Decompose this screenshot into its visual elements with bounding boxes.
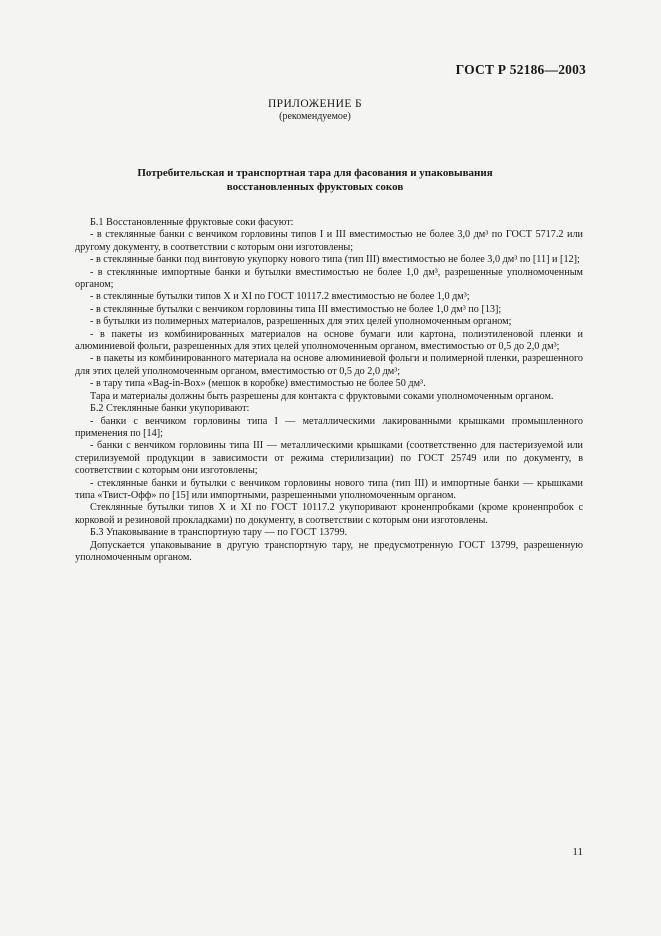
- section-heading-line-1: Потребительская и транспортная тара для фасования и упаковывания: [137, 167, 493, 179]
- list-item: - в тару типа «Bag-in-Box» (мешок в коробке) вместимостью не более 50 дм³.: [90, 378, 426, 390]
- list-item: - в бутылки из полимерных материалов, разрешенных для этих целей уполномоченным органом;: [90, 316, 512, 328]
- section-heading-line-2: восстановленных фруктовых соков: [226, 181, 404, 193]
- list-item: - в пакеты из комбинированных материалов на основе бумаги или картона, полиэтиленовой пленки и алюминиевой фольги, разрешенных для этих целей уполномоченным органом, вместимостью от 0,5 до 2,0 дм³;: [75, 328, 583, 353]
- standard-code: ГОСТ Р 52186—2003: [455, 62, 586, 77]
- appendix-subtitle: (рекомендуемое): [279, 111, 351, 122]
- paragraph-other-packaging: Допускается упаковывание в другую транспортную тару, не предусмотренную ГОСТ 13799, разрешенную уполномоченным органом.: [75, 539, 583, 563]
- paragraph-b1-intro: Б.1 Восстановленные фруктовые соки фасуют:: [90, 217, 294, 228]
- section-heading: [0, 166, 630, 194]
- paragraph-materials-note: Тара и материалы должны быть разрешены для контакта с фруктовыми соками уполномоченным органом.: [90, 390, 554, 402]
- list-item: - банки с венчиком горловины типа I — металлическими лакированными крышками промышленного применения по [14];: [75, 415, 583, 439]
- appendix-title: ПРИЛОЖЕНИЕ Б: [267, 98, 363, 110]
- body-text: [75, 217, 583, 564]
- list-item: - в стеклянные банки под винтовую укупорку нового типа (тип III) вместимостью не более 3,0 дм³ по [11] и [12];: [90, 254, 580, 266]
- list-item: - банки с венчиком горловины типа III — металлическими крышками (соответственно для пастеризуемой или стерилизуемой продукции в зависимости от режима стерилизации) по ГОСТ 25749 или по документу, в соответствии с которым они изготовлены;: [75, 440, 583, 477]
- paragraph-b2-intro: Б.2 Стеклянные банки укупоривают:: [90, 403, 250, 415]
- list-item: - в стеклянные банки с венчиком горловины типов I и III вместимостью не более 3,0 дм³ по ГОСТ 5717.2 или другому документу, в соответствии с которым они изготовлены;: [75, 229, 583, 253]
- paragraph-bottles-capping: Стеклянные бутылки типов X и XI по ГОСТ 10117.2 укупоривают кроненпробками (кроме кроненпробок с корковой и резиновой прокладками) по документу, в соответствии с которым они изготовлены.: [75, 502, 583, 526]
- list-item: - в стеклянные импортные банки и бутылки вместимостью не более 1,0 дм³, разрешенные уполномоченным органом;: [75, 266, 583, 291]
- list-item: - стеклянные банки и бутылки с венчиком горловины нового типа (тип III) и импортные банки — крышками типа «Твист-Офф» по [15] или импортными, разрешенными уполномоченным органом.: [75, 477, 583, 501]
- list-item: - в стеклянные бутылки типов X и XI по ГОСТ 10117.2 вместимостью не более 1,0 дм³;: [90, 291, 470, 303]
- list-item: - в пакеты из комбинированного материала на основе алюминиевой фольги и полимерной пленки, разрешенного для этих целей уполномоченным органом, вместимостью от 0,5 до 2,0 дм³;: [75, 353, 583, 377]
- page-number: 11: [572, 846, 583, 858]
- paragraph-b3: Б.3 Упаковывание в транспортную тару — по ГОСТ 13799.: [90, 527, 348, 539]
- list-item: - в стеклянные бутылки с венчиком горловины типа III вместимостью не более 1,0 дм³ по [13];: [90, 303, 502, 315]
